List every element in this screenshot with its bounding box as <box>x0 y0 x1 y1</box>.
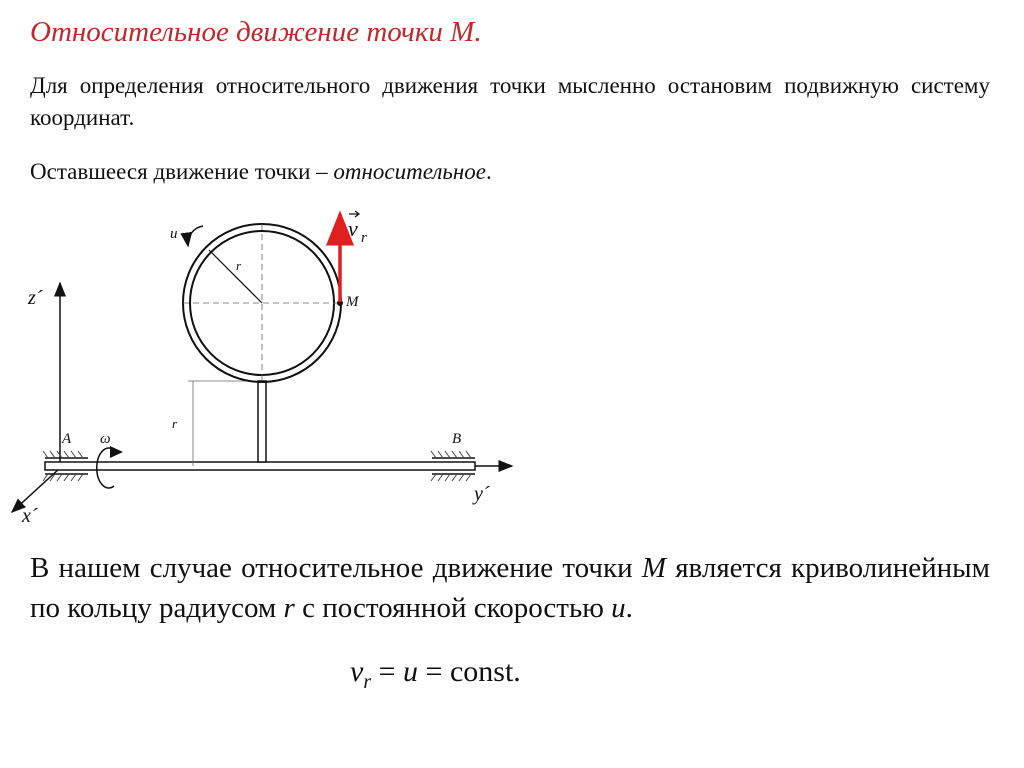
height-dimension <box>188 381 262 466</box>
velocity-label <box>348 211 367 246</box>
support-post <box>258 381 266 462</box>
point-m-label: M <box>346 294 359 310</box>
conclusion-point-m: М <box>641 552 666 584</box>
conclusion-part4: . <box>625 592 633 624</box>
formula-v: v <box>350 655 364 688</box>
omega-arrowhead <box>110 446 123 458</box>
conclusion-part2: является криволинейным по кольцу радиусом <box>30 552 990 624</box>
velocity-label-letter: v <box>348 216 358 241</box>
u-label: u <box>170 226 178 242</box>
height-r-label: r <box>172 416 178 431</box>
x-axis-label: x´ <box>22 505 38 527</box>
remaining-suffix: . <box>486 159 492 184</box>
formula-eq1: = <box>371 655 404 688</box>
shaft <box>45 462 475 470</box>
conclusion-paragraph <box>30 548 990 628</box>
y-axis-label: y´ <box>474 483 490 505</box>
formula-eq2: = <box>418 655 450 688</box>
z-axis-label: z´ <box>28 287 43 309</box>
remaining-motion-paragraph <box>30 156 492 188</box>
point-a-label: A <box>62 431 72 447</box>
velocity-label-sub: r <box>361 230 367 246</box>
remaining-prefix: Оставшееся движение точки – <box>30 159 334 184</box>
formula-subscript: r <box>363 671 372 693</box>
omega-label: ω <box>100 431 111 447</box>
remaining-emphasis: относительное <box>333 159 486 184</box>
conclusion-radius-r: r <box>283 592 295 624</box>
conclusion-speed-u: u <box>611 592 626 624</box>
formula-u: u <box>403 655 419 688</box>
conclusion-part3: с постоянной скоростью <box>294 592 612 624</box>
conclusion-part1: В нашем случае относительное движение точки <box>30 552 642 584</box>
slide-title: Относительное движение точки М. <box>30 16 482 48</box>
intro-paragraph: Для определения относительного движения точки мысленно остановим подвижную систему координат. <box>30 73 990 130</box>
point-b-label: B <box>452 431 462 447</box>
formula-const: const. <box>449 655 521 688</box>
velocity-formula <box>350 655 521 694</box>
u-rotation-arrow <box>188 226 203 246</box>
ring-mechanism-diagram <box>0 200 560 540</box>
radius-r-label: r <box>236 258 242 273</box>
